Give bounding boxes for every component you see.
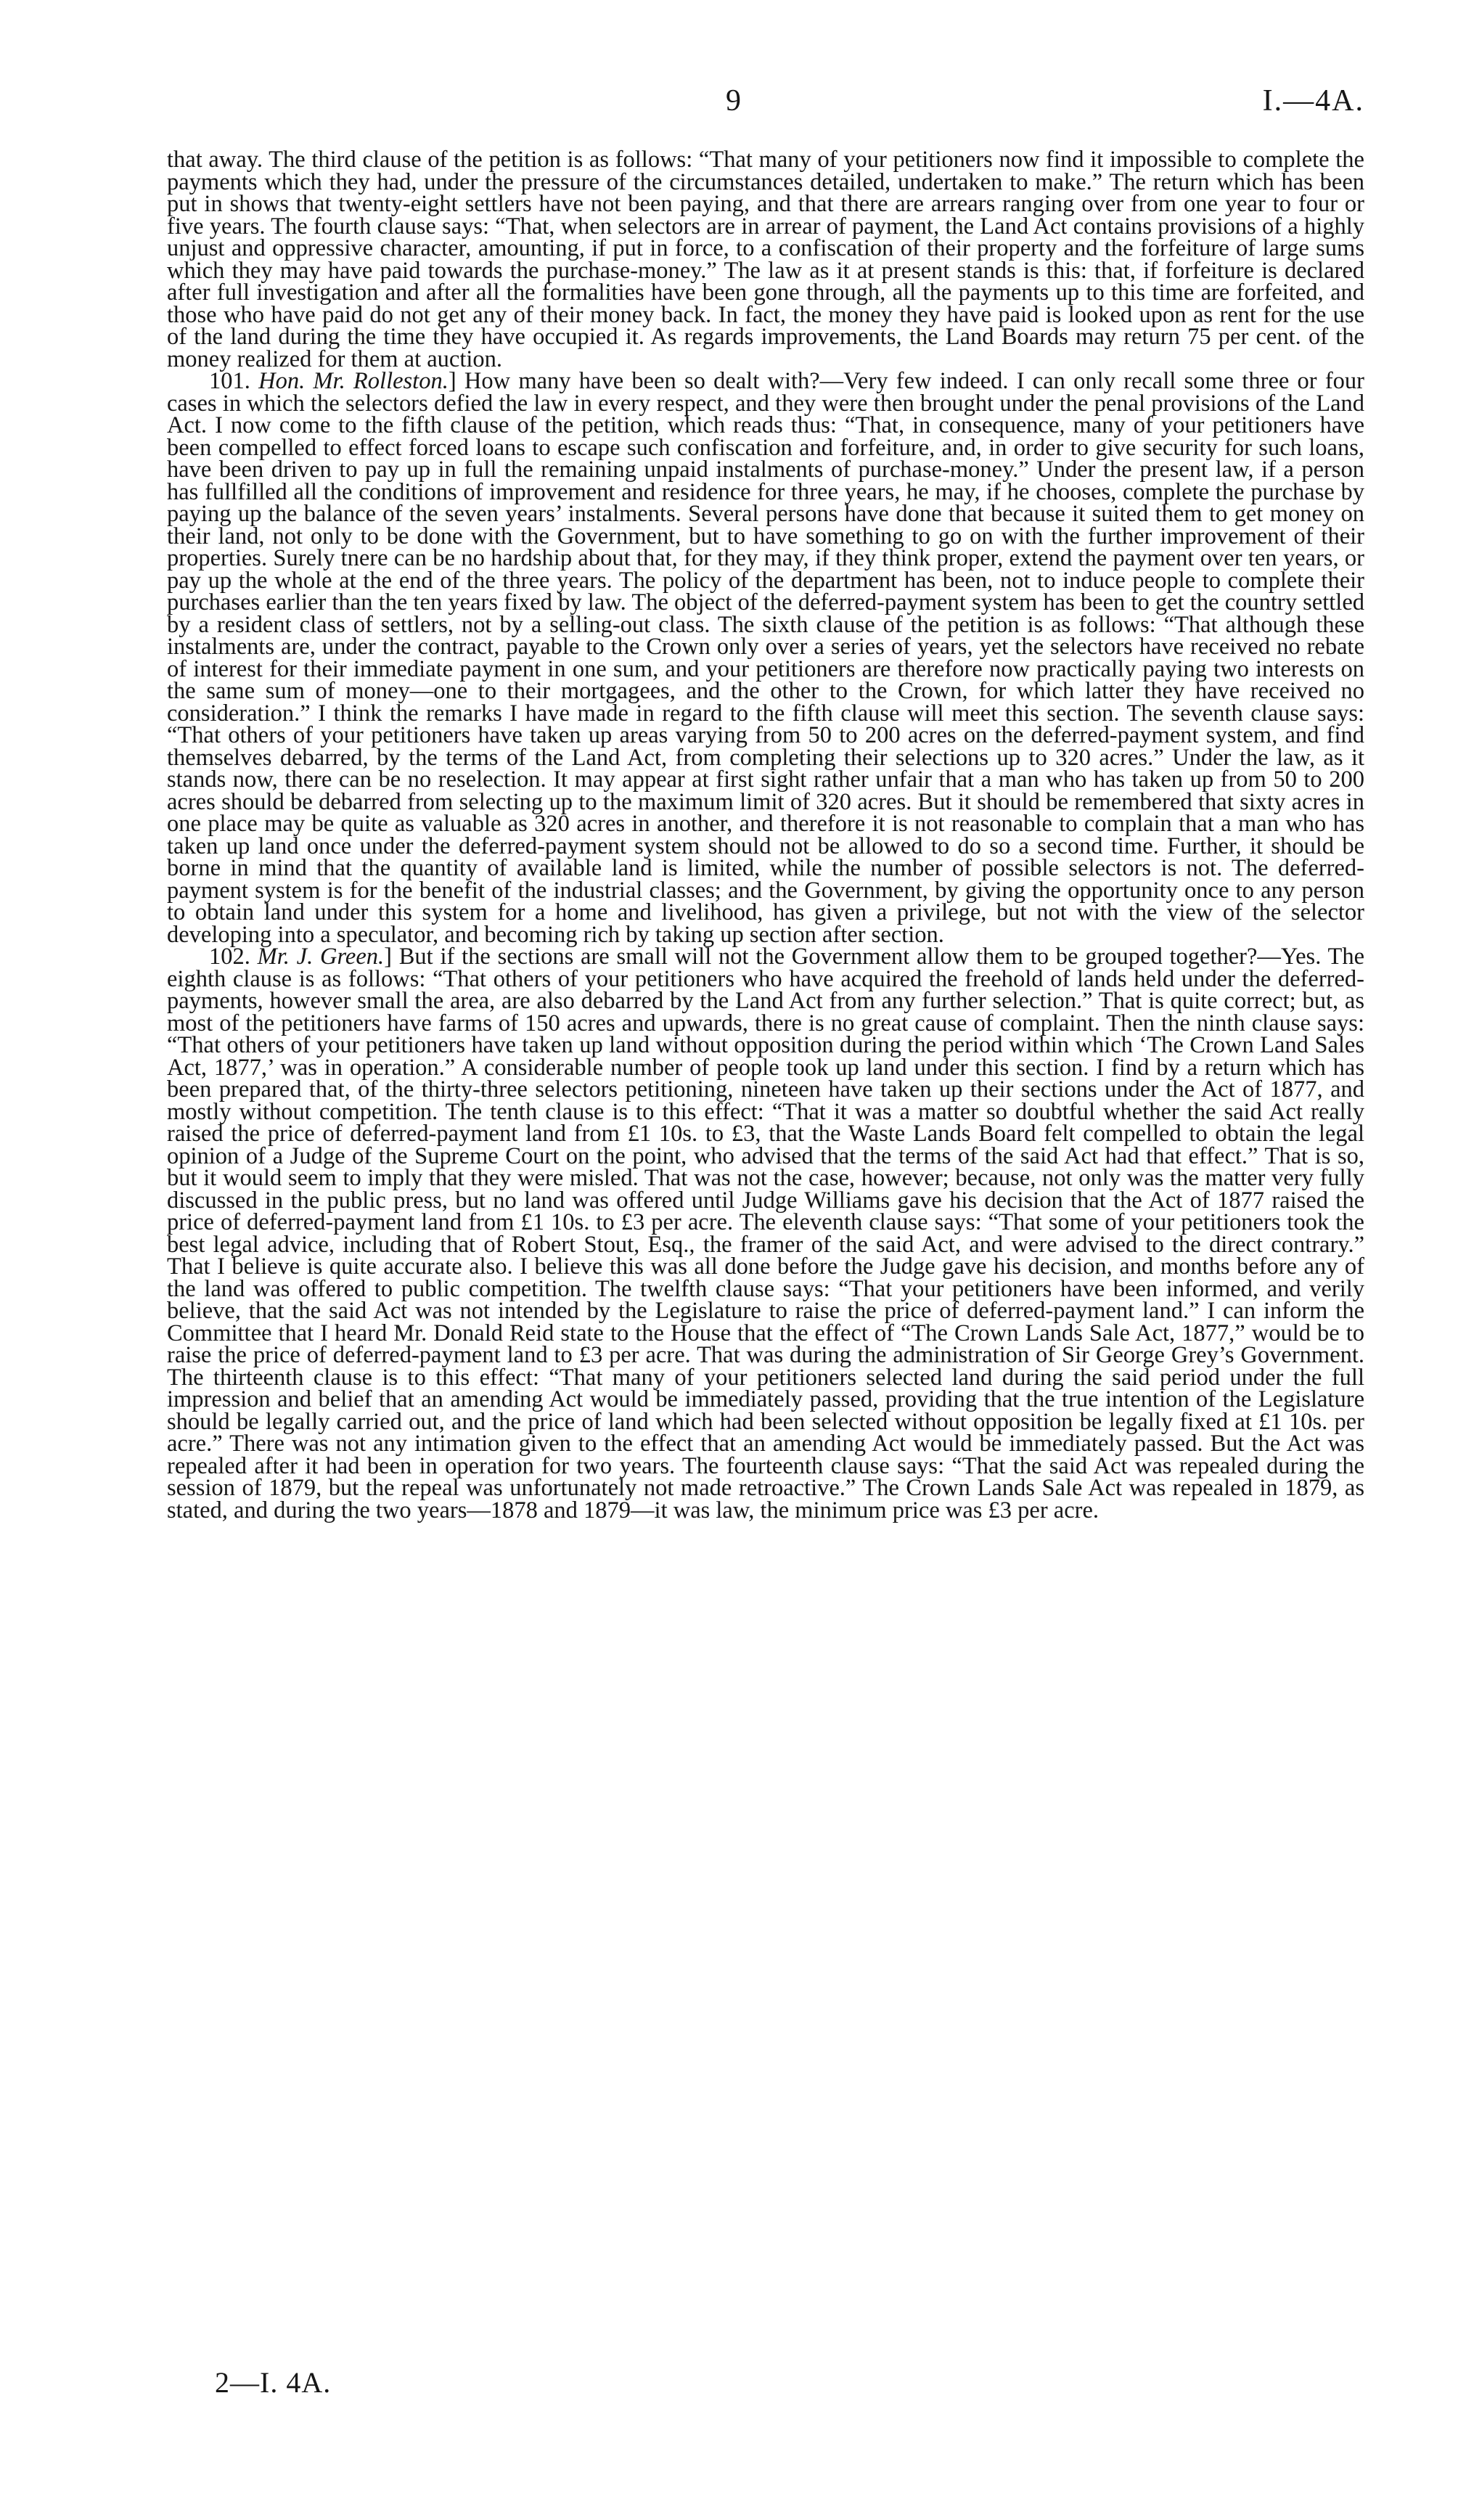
page-number: 9 [726, 84, 741, 118]
speaker-bracket: ] [448, 368, 456, 394]
paragraph-text: that away. The third clause of the petition is as follows: “That many of your petitioners now find it impossible to complete the payments which they had, under the pressure of the circumstances detailed, undertaken to make.” The return which has been put in shows that twenty-eight settlers have not been paying, and that there are arrears ranging over from one year to four or five years. The fourth clause says: “That, when selectors are in arrear of payment, the Land Act contains provisions of a highly unjust and oppressive character, amounting, if put in force, to a confiscation of their property and the forfeiture of large sums which they may have paid towards the purchase-money.” The law as it at present stands is this: that, if forfeiture is declared after full investigation and after all the formalities have been gone through, all the payments up to this time are forfeited, and those who have paid do not get any of their money back. In fact, the money they have paid is looked upon as rent for the use of the land during the time they have occupied it. As regards improvements, the Land Boards may return 75 per cent. of the money realized for them at auction. [167, 147, 1364, 372]
speaker-bracket: ] [384, 944, 392, 970]
document-reference: I.—4A. [1262, 84, 1364, 118]
paragraph-102 [167, 946, 1364, 1521]
question-number: 102. [209, 944, 250, 970]
paragraph-101 [167, 370, 1364, 946]
paragraph-text: How many have been so dealt with?—Very few indeed. I can only recall some three or four cases in which the selectors defied the law in every respect, and they were then brought under the penal provisions of the Land Act. I now come to the fifth clause of the petition, which reads thus: “That, in consequence, many of your petitioners have been compelled to effect forced loans to escape such confiscation and forfeiture, and, in order to give security for such loans, have been driven to pay up in full the remaining unpaid instalments of purchase-money.” Under the present law, if a person has fullfilled all the conditions of improvement and residence for three years, he may, if he chooses, complete the purchase by paying up the balance of the seven years’ instalments. Several persons have done that because it suited them to get money on their land, not only to be done with the Government, but to have something to go on with the further improvement of their properties. Surely tnere can be no hardship about that, for they may, if they think proper, extend the payment over ten years, or pay up the whole at the end of the three years. The policy of the department has been, not to induce people to complete their purchases earlier than the ten years fixed by law. The object of the deferred-payment system has been to get the country settled by a resident class of settlers, not by a selling-out class. The sixth clause of the petition is as follows: “That although these instalments are, under the contract, payable to the Crown only over a series of years, yet the selectors have received no rebate of interest for their immediate payment in one sum, and your petitioners are therefore now practically paying two interests on the same sum of money—one to their mortgagees, and the other to the Crown, for which latter they have received no consideration.” I think the remarks I have made in regard to the fifth clause will meet this section. The seventh clause says: “That others of your petitioners have taken up areas varying from 50 to 200 acres on the deferred-payment system, and find themselves debarred, by the terms of the Land Act, from completing their selections up to 320 acres.” Under the law, as it stands now, there can be no reselection. It may appear at first sight rather unfair that a man who has taken up from 50 to 200 acres should be debarred from selecting up to the maximum limit of 320 acres. But it should be remembered that sixty acres in one place may be quite as valuable as 320 acres in another, and therefore it is not reasonable to complain that a man who has taken up land once under the deferred-payment system should not be allowed to do so a second time. Further, it should be borne in mind that the quantity of available land is limited, while the number of possible selectors is not. The deferred-payment system is for the benefit of the industrial classes; and the Government, by giving the opportunity once to any person to obtain land under this system for a home and livelihood, has given a privilege, but not with the view of the selector developing into a speculator, and becoming rich by taking up section after section. [167, 368, 1365, 948]
paragraph-continued [167, 149, 1364, 370]
signature-mark: 2—I. 4A. [215, 2366, 332, 2399]
paragraph-text: But if the sections are small will not the Government allow them to be grouped together?—Yes. The eighth clause is as follows: “That others of your petitioners who have acquired the freehold of lands held under the deferred-payments, however small the area, are also debarred by the Land Act from any further selection.” That is quite correct; but, as most of the petitioners have farms of 150 acres and upwards, there is no great cause of complaint. Then the ninth clause says: “That others of your petitioners have taken up land without opposition during the period within which ‘The Crown Land Sales Act, 1877,’ was in operation.” A considerable number of people took up land under this section. I find by a return which has been prepared that, of the thirty-three selectors petitioning, nineteen have taken up their sections under the Act of 1877, and mostly without competition. The tenth clause is to this effect: “That it was a matter so doubtful whether the said Act really raised the price of deferred-payment land from £1 10s. to £3, that the Waste Lands Board felt compelled to obtain the legal opinion of a Judge of the Supreme Court on the point, who advised that the terms of the said Act had that effect.” That is so, but it would seem to imply that they were misled. That was not the case, however; because, not only was the matter very fully discussed in the public press, but no land was offered until Judge Williams gave his decision that the Act of 1877 raised the price of deferred-payment land from £1 10s. to £3 per acre. The eleventh clause says: “That some of your petitioners took the best legal advice, including that of Robert Stout, Esq., the framer of the said Act, and were advised to the direct contrary.” That I believe is quite accurate also. I believe this was all done before the Judge gave his decision, and months before any of the land was offered to public competition. The twelfth clause says: “That your petitioners have been informed, and verily believe, that the said Act was not intended by the Legislature to raise the price of deferred-payment land.” I can inform the Committee that I heard Mr. Donald Reid state to the House that the effect of “The Crown Lands Sale Act, 1877,” would be to raise the price of deferred-payment land to £3 per acre. That was during the administration of Sir George Grey’s Government. The thirteenth clause is to this effect: “That many of your petitioners selected land during the said period under the full impression and belief that an amending Act would be immediately passed, providing that the true intention of the Legislature should be legally carried out, and the price of land which had been selected without opposition be legally fixed at £1 10s. per acre.” There was not any intimation given to the effect that an amending Act would be immediately passed. But the Act was repealed after it had been in operation for two years. The fourteenth clause says: “That the said Act was repealed during the session of 1879, but the repeal was unfortunately not made retroactive.” The Crown Lands Sale Act was repealed in 1879, as stated, and during the two years—1878 and 1879—it was law, the minimum price was £3 per acre. [167, 944, 1365, 1523]
body-text [167, 149, 1364, 1521]
page-header [167, 75, 1364, 126]
speaker-name: Hon. Mr. Rolleston. [258, 368, 449, 394]
speaker-name: Mr. J. Green. [257, 944, 385, 970]
question-number: 101. [209, 368, 250, 394]
